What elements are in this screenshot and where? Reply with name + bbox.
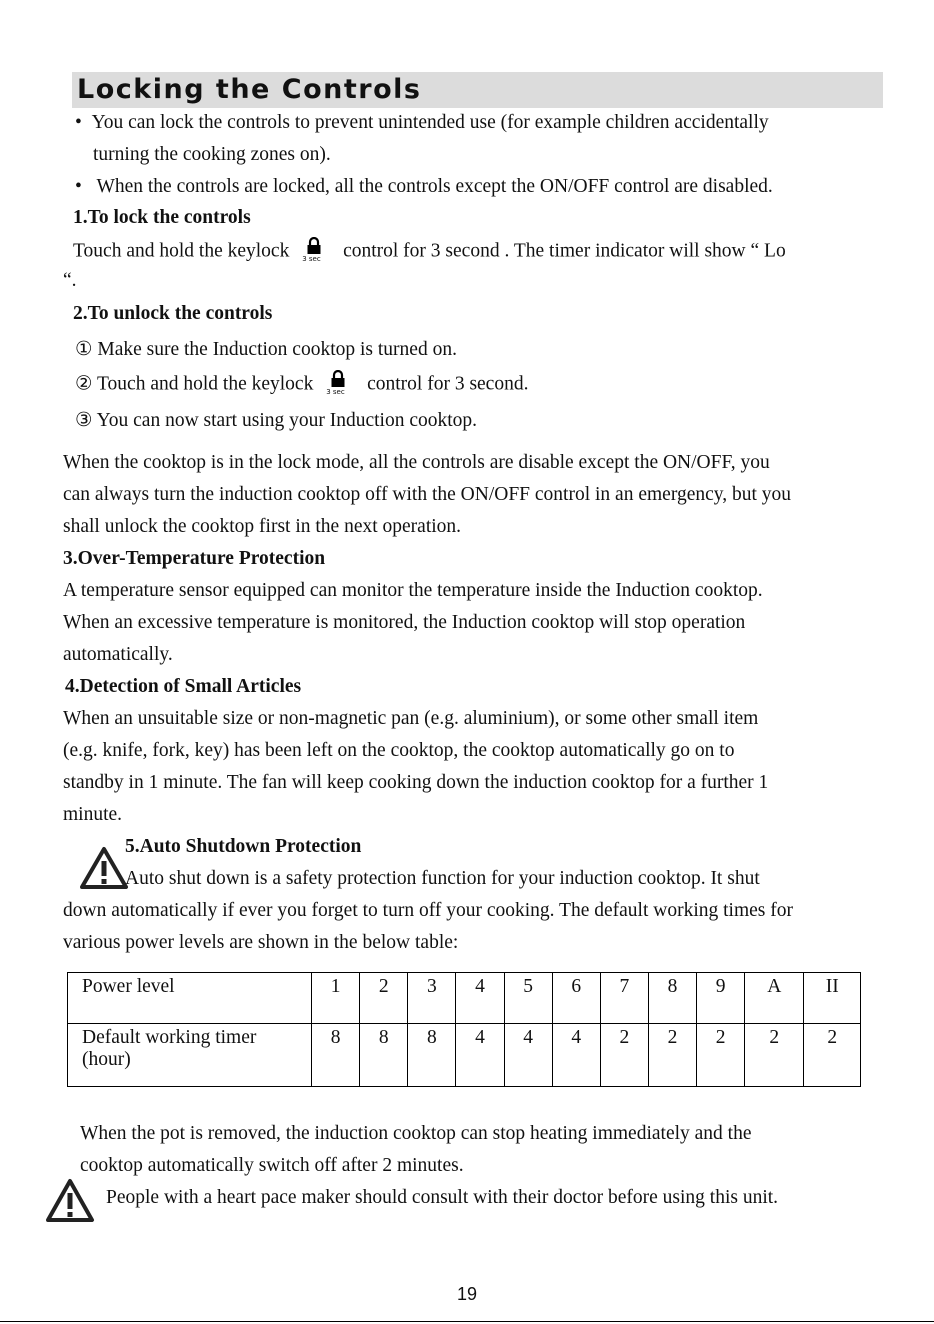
small-articles-line-4: minute. xyxy=(63,804,123,825)
lock-instruction: Touch and hold the keylock 3 sec control for 3 second . The timer indicator will show “ Lo xyxy=(73,237,786,267)
small-articles-line-3: standby in 1 minute. The fan will keep cooking down the induction cooktop for a further 1 xyxy=(63,772,769,793)
unlock-heading: 2.To unlock the controls xyxy=(73,303,273,324)
table-cell: 3 xyxy=(408,973,456,1024)
bullet-2: • When the controls are locked, all the controls except the ON/OFF control are disabled. xyxy=(75,176,773,197)
table-cell: 8 xyxy=(360,1024,408,1087)
page-number: 19 xyxy=(456,1284,478,1304)
table-cell: 2 xyxy=(804,1024,861,1087)
table-row xyxy=(68,973,861,1024)
power-level-table xyxy=(67,972,861,1087)
table-cell: 2 xyxy=(745,1024,804,1087)
unlock-step-2: ② Touch and hold the keylock 3 sec control for 3 second. xyxy=(75,370,528,400)
warning-icon xyxy=(79,846,129,890)
small-articles-heading: 4.Detection of Small Articles xyxy=(65,676,302,697)
table-cell: 5 xyxy=(504,973,552,1024)
unlock-step-1: ① Make sure the Induction cooktop is turned on. xyxy=(75,339,457,360)
table-row xyxy=(68,1024,861,1087)
over-temp-line-3: automatically. xyxy=(63,644,173,665)
table-cell: 9 xyxy=(697,973,745,1024)
table-cell: Default working timer (hour) xyxy=(68,1024,312,1087)
lock-instruction-cont: “. xyxy=(63,270,77,291)
page-title: Locking the Controls xyxy=(77,74,422,105)
over-temp-heading: 3.Over-Temperature Protection xyxy=(63,548,326,569)
small-articles-line-2: (e.g. knife, fork, key) has been left on the cooktop, the cooktop automatically go on to xyxy=(63,740,735,761)
bullet-1: • You can lock the controls to prevent unintended use (for example children accidentally xyxy=(75,112,769,133)
auto-shutdown-line-1: Auto shut down is a safety protection function for your induction cooktop. It shut xyxy=(125,868,760,889)
keylock-icon: 3 sec xyxy=(302,237,330,267)
over-temp-line-1: A temperature sensor equipped can monitor the temperature inside the Induction cooktop. xyxy=(63,580,763,601)
auto-shutdown-line-3: various power levels are shown in the below table: xyxy=(63,932,459,953)
over-temp-line-2: When an excessive temperature is monitored, the Induction cooktop will stop operation xyxy=(63,612,746,633)
warning-icon xyxy=(45,1178,95,1224)
table-cell: 2 xyxy=(697,1024,745,1087)
pot-removed-line-1: When the pot is removed, the induction cooktop can stop heating immediately and the xyxy=(80,1123,752,1144)
table-cell: 8 xyxy=(312,1024,360,1087)
pot-removed-line-2: cooktop automatically switch off after 2 minutes. xyxy=(80,1155,464,1176)
table-cell: 4 xyxy=(504,1024,552,1087)
table-cell: 1 xyxy=(312,973,360,1024)
bullet-1-cont: turning the cooking zones on). xyxy=(93,144,331,165)
lock-mode-para-3: shall unlock the cooktop first in the next operation. xyxy=(63,516,462,537)
table-cell: 7 xyxy=(600,973,648,1024)
table-cell: 8 xyxy=(648,973,696,1024)
table-cell: 2 xyxy=(600,1024,648,1087)
keylock-icon: 3 sec xyxy=(326,370,354,400)
table-cell: 8 xyxy=(408,1024,456,1087)
pacemaker-warning: People with a heart pace maker should consult with their doctor before using this unit. xyxy=(106,1187,779,1208)
table-cell: 6 xyxy=(552,973,600,1024)
table-cell: Power level xyxy=(68,973,312,1024)
small-articles-line-1: When an unsuitable size or non-magnetic pan (e.g. aluminium), or some other small item xyxy=(63,708,759,729)
table-cell: 4 xyxy=(552,1024,600,1087)
lock-mode-para-2: can always turn the induction cooktop off with the ON/OFF control in an emergency, but you xyxy=(63,484,792,505)
lock-heading: 1.To lock the controls xyxy=(73,207,251,228)
unlock-step-3: ③ You can now start using your Induction cooktop. xyxy=(75,410,478,431)
lock-mode-para-1: When the cooktop is in the lock mode, all the controls are disable except the ON/OFF, you xyxy=(63,452,770,473)
table-cell: 2 xyxy=(648,1024,696,1087)
table-cell: II xyxy=(804,973,861,1024)
table-cell: A xyxy=(745,973,804,1024)
table-cell: 4 xyxy=(456,1024,504,1087)
auto-shutdown-heading: 5.Auto Shutdown Protection xyxy=(125,836,362,857)
table-cell: 2 xyxy=(360,973,408,1024)
auto-shutdown-line-2: down automatically if ever you forget to turn off your cooking. The default working times for xyxy=(63,900,793,921)
footer-divider xyxy=(0,1321,934,1322)
table-cell: 4 xyxy=(456,973,504,1024)
